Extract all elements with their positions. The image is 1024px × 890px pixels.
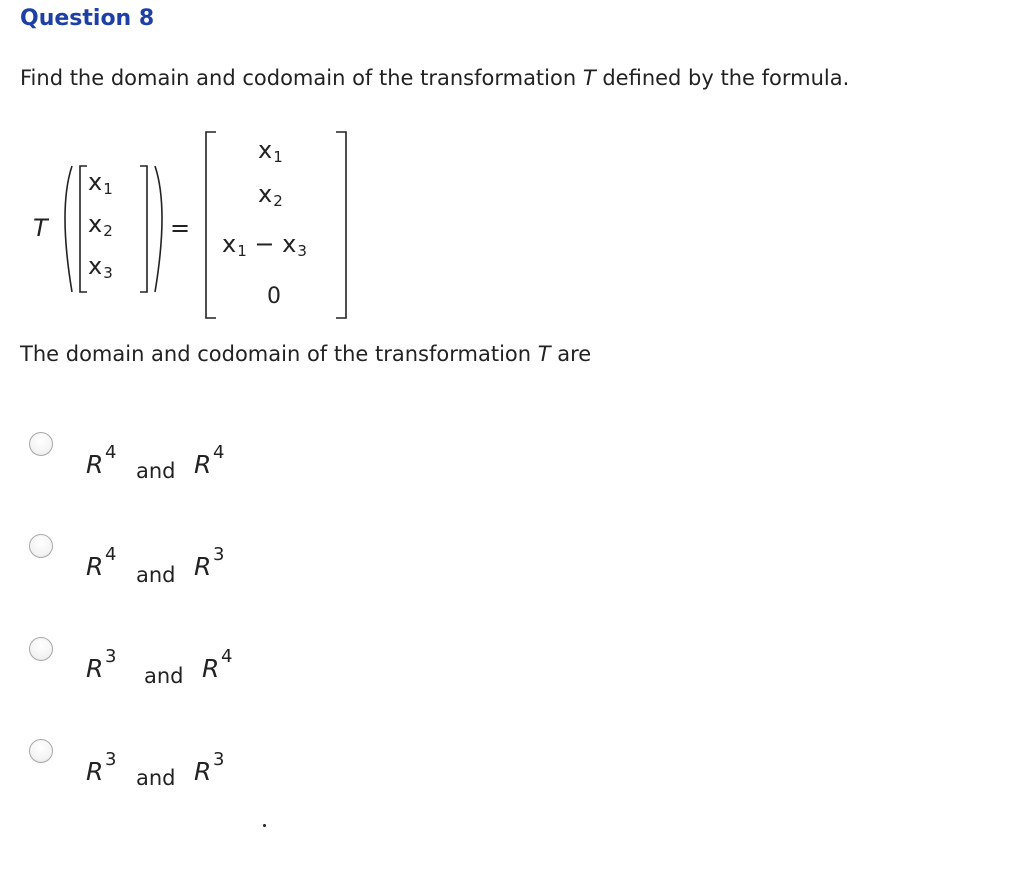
input-entry-3: x3 [88, 252, 113, 282]
option-1-joiner: and [136, 459, 176, 483]
output-entry-4: 0 [267, 284, 281, 309]
option-1-domain: R [86, 450, 104, 479]
option-2-codomain-exponent: 3 [213, 544, 225, 565]
outer-right-paren [155, 166, 162, 292]
output-entry-3: x1 − x3 [222, 230, 307, 260]
output-right-bracket [336, 132, 346, 318]
option-2-domain: R [86, 552, 104, 581]
question-prompt [20, 66, 849, 90]
option-3-codomain: R [202, 654, 220, 683]
prompt-symbol-t: T [582, 66, 596, 90]
option-1-domain-exponent: 4 [105, 442, 117, 463]
option-3-joiner: and [144, 664, 184, 688]
answer-prompt [20, 342, 591, 366]
option-3-domain: R [86, 654, 104, 683]
option-3-domain-exponent: 3 [105, 646, 117, 667]
answer-option-2[interactable] [0, 532, 400, 602]
input-left-bracket [80, 166, 87, 292]
input-right-bracket [140, 166, 147, 292]
option-4-domain-exponent: 3 [105, 749, 117, 770]
function-symbol: T [33, 214, 48, 242]
answer-option-4[interactable] [0, 736, 400, 806]
option-4-joiner: and [136, 766, 176, 790]
option-2-domain-exponent: 4 [105, 544, 117, 565]
option-1-codomain: R [194, 450, 212, 479]
outer-left-paren [65, 166, 72, 292]
input-entry-1: x1 [88, 168, 113, 198]
option-3-codomain-exponent: 4 [221, 646, 233, 667]
answer-option-1[interactable] [0, 428, 400, 498]
output-entry-1: x1 [258, 136, 283, 166]
followup-text-before: The domain and codomain of the transformation [20, 342, 538, 366]
option-2-joiner: and [136, 563, 176, 587]
answer-option-3[interactable] [0, 634, 400, 704]
option-2-codomain: R [194, 552, 212, 581]
radio-button-1[interactable] [29, 432, 53, 456]
radio-button-4[interactable] [29, 739, 53, 763]
option-1-codomain-exponent: 4 [213, 442, 225, 463]
followup-text-after: are [550, 342, 592, 366]
prompt-text-after: defined by the formula. [595, 66, 850, 90]
input-entry-2: x2 [88, 210, 113, 240]
transformation-formula [0, 120, 380, 330]
radio-button-3[interactable] [29, 637, 53, 661]
output-left-bracket [206, 132, 216, 318]
radio-button-2[interactable] [29, 534, 53, 558]
option-4-domain: R [86, 757, 104, 786]
option-4-codomain: R [194, 757, 212, 786]
output-entry-2: x2 [258, 180, 283, 210]
followup-symbol-t: T [537, 342, 551, 366]
question-title: Question 8 [20, 6, 155, 31]
prompt-text-before: Find the domain and codomain of the transformation [20, 66, 583, 90]
stray-dot [263, 824, 266, 827]
equals-sign: = [170, 214, 191, 242]
option-4-codomain-exponent: 3 [213, 749, 225, 770]
